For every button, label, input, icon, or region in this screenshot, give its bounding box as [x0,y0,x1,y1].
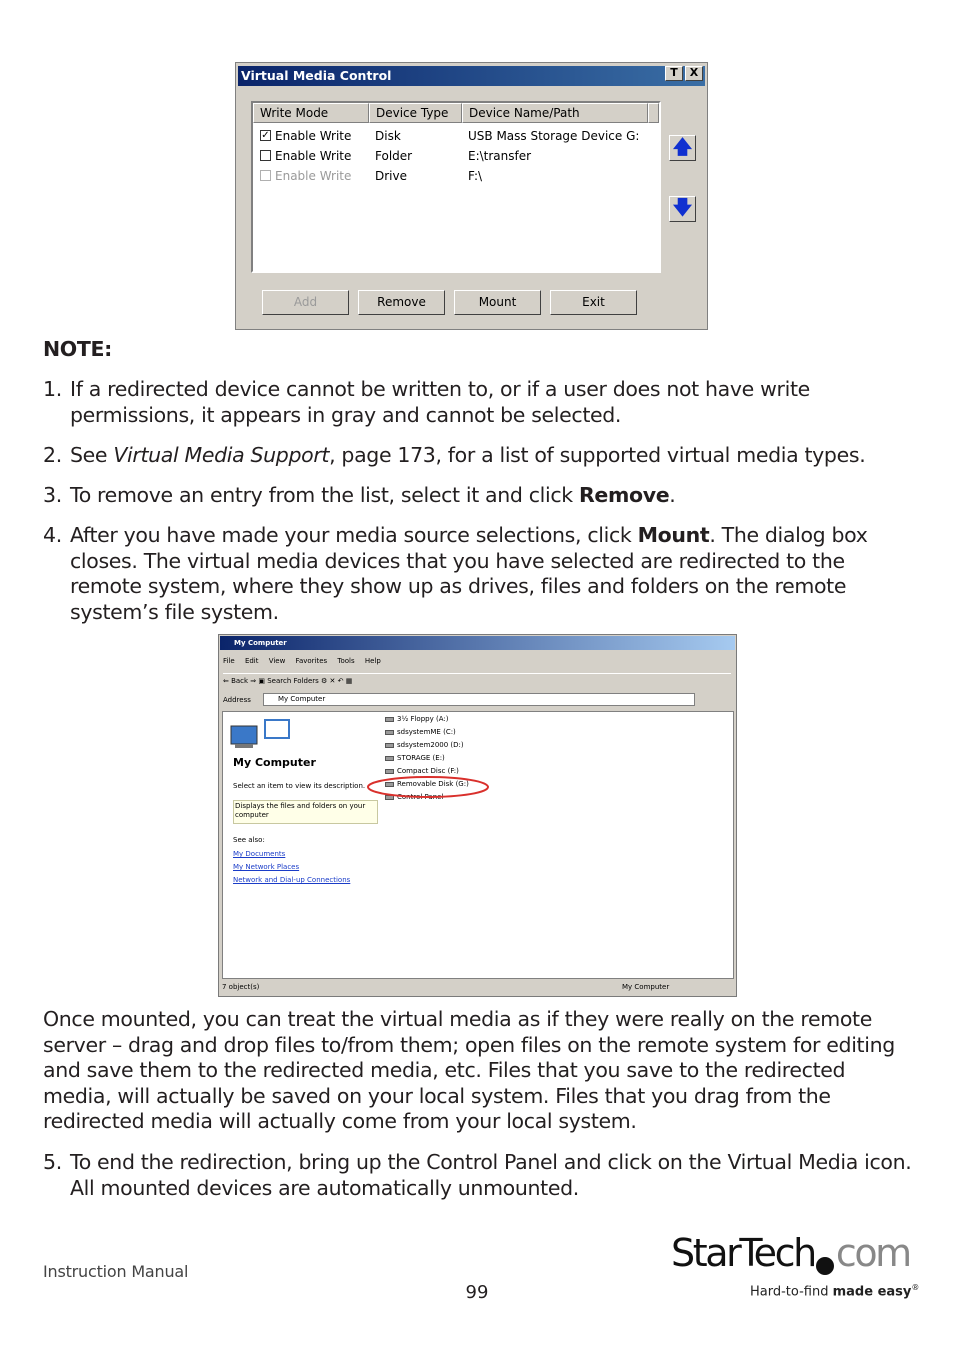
enable-write-checkbox[interactable]: ✓ [261,130,270,141]
drive-item[interactable] [385,714,448,725]
device-list[interactable] [251,101,661,273]
add-button[interactable]: Add [262,290,349,315]
mounted-paragraph: Once mounted, you can treat the virtual media as if they were really on the remote server – drag and drop files to/from them; open files on the remote system for editing and save them to the redirected media, etc. Files that you save to the redirected media, will actually be saved on your local system. Files that you drag from the redirected media will actually come from your local system. [43,1007,895,1133]
drive-label: Removable Disk (G:) [397,780,469,788]
item-text [70,483,920,509]
drive-label: sdsystemME (C:) [397,728,456,736]
arrow-up-icon: 🡅 [672,136,693,158]
computer-icon [227,716,297,752]
logo-dot-icon [816,1257,834,1275]
write-mode-label: Enable Write [275,169,352,183]
column-device-name[interactable]: Device Name/Path [462,103,648,123]
item-text: To end the redirection, bring up the Control Panel and click on the Virtual Media icon. All mounted devices are automatically unmounted. [70,1150,912,1200]
drive-label: 3½ Floppy (A:) [397,715,449,723]
remove-button[interactable]: Remove [358,290,445,315]
logo-tagline [750,1283,919,1299]
help-button[interactable]: T [665,66,683,81]
drive-label: sdsystem2000 (D:) [397,741,464,749]
write-mode-label: Enable Write [275,149,352,163]
footer-manual-label: Instruction Manual [43,1262,189,1281]
pane-title: My Computer [233,756,316,769]
status-bar [222,981,734,994]
arrow-down-icon: 🡇 [672,197,693,219]
list-item-disabled [253,166,659,186]
item-text [70,443,920,469]
my-network-places-link[interactable]: My Network Places [233,863,300,871]
item-number: 4. [43,523,62,547]
item-number: 3. [43,483,62,507]
device-name-label: USB Mass Storage Device G: [468,129,640,143]
my-computer-window [218,634,737,997]
write-mode-label: Enable Write [275,129,352,143]
status-object-count: 7 object(s) [222,983,260,991]
item-text [70,523,920,625]
my-documents-link[interactable]: My Documents [233,850,286,858]
page-number: 99 [465,1282,489,1303]
menu-bar[interactable]: File Edit View Favorites Tools Help [223,657,381,665]
status-location: My Computer [622,983,670,991]
address-label: Address [223,696,251,704]
device-type-label: Disk [375,129,401,143]
see-also-label: See also: [233,836,265,844]
hard-drive-icon [385,743,394,748]
drive-item[interactable] [385,753,445,764]
device-name-label: F:\ [468,169,483,183]
list-header [253,103,659,123]
list-item[interactable] [253,146,659,166]
virtual-media-support-ref: Virtual Media Support [113,443,330,467]
logo-com: com [835,1231,910,1275]
item-text-post: . The dialog box closes. The virtual media devices that you have selected are redirected to the remote system, where they show up as drives, files and folders on the remote system’s file system. [70,523,868,624]
enable-write-checkbox [260,170,271,181]
content-area [222,711,734,979]
mount-emphasis: Mount [637,523,710,547]
item-text: If a redirected device cannot be written to, or if a user does not have write permissions, it appears in gray and cannot be selected. [70,377,810,427]
remove-emphasis: Remove [578,483,670,507]
hard-drive-icon [385,730,394,735]
address-field[interactable]: My Computer [263,693,695,706]
item-text-pre: See [70,443,114,467]
item-number: 5. [43,1150,62,1174]
toolbar[interactable]: ⇐ Back ⇒ ▣ Search Folders ⚙ ✕ ↶ ▦ [223,673,731,688]
drive-label: STORAGE (E:) [397,754,445,762]
device-type-label: Folder [375,149,413,163]
note-label: NOTE: [43,337,113,361]
drive-item[interactable] [385,740,464,751]
device-type-label: Drive [375,169,407,183]
enable-write-checkbox[interactable] [260,150,271,161]
logo-main: StarTech [671,1231,815,1275]
close-button[interactable]: X [685,66,703,81]
device-name-label: E:\transfer [468,149,532,163]
tagline-pre: Hard-to-find [750,1284,833,1300]
item-number: 2. [43,443,62,467]
column-write-mode[interactable]: Write Mode [253,103,369,123]
column-filler [648,103,659,123]
list-item[interactable] [253,126,659,146]
item-number: 1. [43,377,62,401]
dialog-title: Virtual Media Control [238,66,705,86]
hard-drive-icon [385,756,394,761]
item-text-post: . [669,483,676,507]
item-text-post: , page 173, for a list of supported virtual media types. [329,443,866,467]
info-tip: Displays the files and folders on your computer [233,800,378,824]
item-text-pre: After you have made your media source selections, click [70,523,638,547]
drive-label: Compact Disc (F:) [397,767,459,775]
pane-description: Select an item to view its description. [233,782,366,790]
registered-mark: ® [911,1283,920,1292]
column-device-type[interactable]: Device Type [369,103,462,123]
move-down-button[interactable] [669,196,696,222]
floppy-icon [385,717,394,722]
tagline-bold: made easy [832,1284,912,1300]
address-bar [223,693,731,707]
virtual-media-control-dialog [235,62,708,330]
exit-button[interactable]: Exit [550,290,637,315]
mount-button[interactable]: Mount [454,290,541,315]
drive-label: Control Panel [397,793,444,801]
network-connections-link[interactable]: Network and Dial-up Connections [233,876,351,884]
drive-item[interactable] [385,727,456,738]
highlight-ellipse [363,774,493,800]
startech-logo [671,1232,910,1274]
item-text-pre: To remove an entry from the list, select it and click [70,483,579,507]
window-title: My Computer [220,636,735,650]
move-up-button[interactable] [669,135,696,161]
